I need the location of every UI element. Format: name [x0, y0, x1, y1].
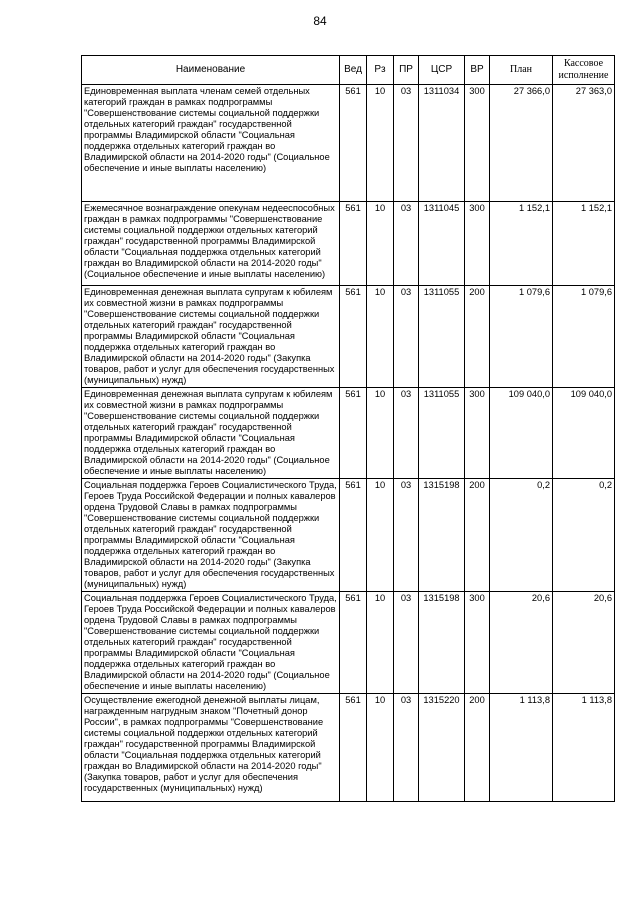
- header-rz: Рз: [367, 56, 394, 85]
- row-csr: 1311045: [419, 202, 465, 286]
- row-name: Социальная поддержка Героев Социалистического Труда, Героев Труда Российской Федерации и полных кавалеров ордена Трудовой Славы в рамках подпрограммы "Совершенствование системы социальной поддержки отдельных категорий граждан" государственной программы Владимирской области "Социальная поддержка отдельных категорий граждан во Владимирской области на 2014-2020 годы" (Социальное обеспечение и иные выплаты населению): [82, 592, 340, 694]
- row-pr: 03: [394, 286, 419, 388]
- row-csr: 1311055: [419, 388, 465, 479]
- row-vr: 200: [465, 479, 490, 592]
- row-csr: 1315220: [419, 694, 465, 802]
- row-vr: 300: [465, 85, 490, 202]
- row-ved: 561: [340, 286, 367, 388]
- table-header-row: [82, 56, 615, 85]
- row-cash: 1 152,1: [553, 202, 615, 286]
- header-pr: ПР: [394, 56, 419, 85]
- row-rz: 10: [367, 85, 394, 202]
- row-ved: 561: [340, 694, 367, 802]
- row-rz: 10: [367, 592, 394, 694]
- row-csr: 1311055: [419, 286, 465, 388]
- row-name: Осуществление ежегодной денежной выплаты лицам, награжденным нагрудным знаком "Почетный донор России", в рамках подпрограммы "Совершенствование системы социальной поддержки отдельных категорий граждан" государственной программы Владимирской области "Социальная поддержка отдельных категорий граждан во Владимирской области на 2014-2020 годы" (Закупка товаров, работ и услуг для обеспечения государственных (муниципальных) нужд): [82, 694, 340, 802]
- table-row: [82, 479, 615, 592]
- row-plan: 0,2: [490, 479, 553, 592]
- row-csr: 1315198: [419, 592, 465, 694]
- row-rz: 10: [367, 388, 394, 479]
- header-ved: Вед: [340, 56, 367, 85]
- row-rz: 10: [367, 694, 394, 802]
- row-plan: 20,6: [490, 592, 553, 694]
- table-row: [82, 286, 615, 388]
- row-name: Единовременная выплата членам семей отдельных категорий граждан в рамках подпрограммы "Совершенствование системы социальной поддержки отдельных категорий граждан" государственной программы Владимирской области "Социальная поддержка отдельных категорий граждан во Владимирской области на 2014-2020 годы" (Социальное обеспечение и иные выплаты населению): [82, 85, 340, 202]
- row-vr: 300: [465, 388, 490, 479]
- row-vr: 300: [465, 592, 490, 694]
- row-ved: 561: [340, 592, 367, 694]
- row-pr: 03: [394, 479, 419, 592]
- row-rz: 10: [367, 202, 394, 286]
- row-plan: 27 366,0: [490, 85, 553, 202]
- row-name: Единовременная денежная выплата супругам к юбилеям их совместной жизни в рамках подпрограммы "Совершенствование системы социальной поддержки отдельных категорий граждан" государственной программы Владимирской области "Социальная поддержка отдельных категорий граждан во Владимирской области на 2014-2020 годы" (Закупка товаров, работ и услуг для обеспечения государственных (муниципальных) нужд): [82, 286, 340, 388]
- row-cash: 1 079,6: [553, 286, 615, 388]
- row-vr: 300: [465, 202, 490, 286]
- row-pr: 03: [394, 202, 419, 286]
- row-plan: 1 152,1: [490, 202, 553, 286]
- row-pr: 03: [394, 694, 419, 802]
- header-cash: Кассовое исполнение: [553, 56, 615, 85]
- header-csr: ЦСР: [419, 56, 465, 85]
- row-cash: 109 040,0: [553, 388, 615, 479]
- table-row: [82, 694, 615, 802]
- row-plan: 1 113,8: [490, 694, 553, 802]
- table-row: [82, 592, 615, 694]
- header-name: Наименование: [82, 56, 340, 85]
- row-pr: 03: [394, 85, 419, 202]
- table-row: [82, 388, 615, 479]
- row-ved: 561: [340, 202, 367, 286]
- budget-table: [81, 55, 615, 802]
- header-plan: План: [490, 56, 553, 85]
- row-cash: 27 363,0: [553, 85, 615, 202]
- row-rz: 10: [367, 286, 394, 388]
- row-vr: 200: [465, 286, 490, 388]
- row-name: Ежемесячное вознаграждение опекунам недееспособных граждан в рамках подпрограммы "Совершенствование системы социальной поддержки отдельных категорий граждан" государственной программы Владимирской области "Социальная поддержка отдельных категорий граждан во Владимирской области на 2014-2020 годы" (Социальное обеспечение и иные выплаты населению): [82, 202, 340, 286]
- row-csr: 1315198: [419, 479, 465, 592]
- row-ved: 561: [340, 388, 367, 479]
- row-plan: 1 079,6: [490, 286, 553, 388]
- table-row: [82, 85, 615, 202]
- row-cash: 0,2: [553, 479, 615, 592]
- row-rz: 10: [367, 479, 394, 592]
- row-cash: 1 113,8: [553, 694, 615, 802]
- row-name: Социальная поддержка Героев Социалистического Труда, Героев Труда Российской Федерации и полных кавалеров ордена Трудовой Славы в рамках подпрограммы "Совершенствование системы социальной поддержки отдельных категорий граждан" государственной программы Владимирской области "Социальная поддержка отдельных категорий граждан во Владимирской области на 2014-2020 годы" (Закупка товаров, работ и услуг для обеспечения государственных (муниципальных) нужд): [82, 479, 340, 592]
- row-cash: 20,6: [553, 592, 615, 694]
- table-row: [82, 202, 615, 286]
- row-name: Единовременная денежная выплата супругам к юбилеям их совместной жизни в рамках подпрограммы "Совершенствование системы социальной поддержки отдельных категорий граждан" государственной программы Владимирской области "Социальная поддержка отдельных категорий граждан во Владимирской области на 2014-2020 годы" (Социальное обеспечение и иные выплаты населению): [82, 388, 340, 479]
- header-vr: ВР: [465, 56, 490, 85]
- row-plan: 109 040,0: [490, 388, 553, 479]
- row-ved: 561: [340, 479, 367, 592]
- row-pr: 03: [394, 592, 419, 694]
- page-number: 84: [313, 14, 327, 28]
- row-vr: 200: [465, 694, 490, 802]
- row-csr: 1311034: [419, 85, 465, 202]
- row-ved: 561: [340, 85, 367, 202]
- row-pr: 03: [394, 388, 419, 479]
